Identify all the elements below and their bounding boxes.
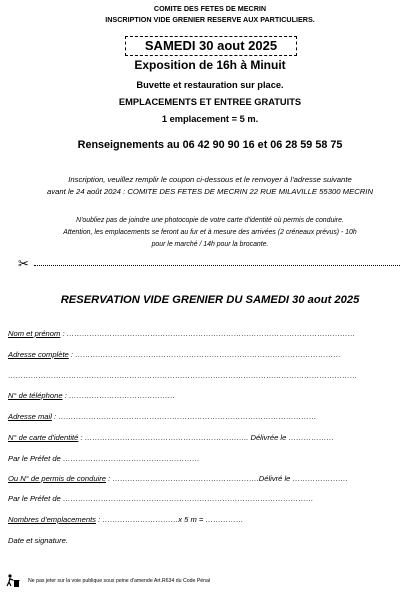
footer-notice: Ne pas jeter sur la voie publique sous peine d'amende Art.R634 du Code Pénal bbox=[28, 578, 211, 584]
scissors-icon: ✂ bbox=[18, 256, 29, 271]
note-line-2: Attention, les emplacements se feront au fur et à mesure des arrivées (2 créneaux prévus) - 10h bbox=[63, 229, 357, 236]
phone-field[interactable] bbox=[8, 391, 175, 400]
date-signature-label: Date et signature. bbox=[8, 536, 68, 545]
name-field[interactable] bbox=[8, 329, 355, 338]
litter-bin-person-icon bbox=[6, 574, 20, 591]
form-title: RESERVATION VIDE GRENIER DU SAMEDI 30 aout 2025 bbox=[60, 294, 360, 306]
instructions-line-2: avant le 24 août 2024 : COMITE DES FETES DE MECRIN 22 RUE MILAVILLE 55300 MECRIN bbox=[47, 187, 373, 196]
id-card-label: N° de carte d'identité bbox=[8, 433, 79, 442]
spot-size-line: 1 emplacement = 5 m. bbox=[161, 114, 259, 124]
id-card-field[interactable] bbox=[8, 433, 334, 442]
address-dots: : …………………………………………………………………………………………… bbox=[68, 350, 341, 359]
instructions-line-1: Inscription, veuillez remplir le coupon ci-dessous et le renvoyer à l'adresse suivante bbox=[68, 175, 352, 184]
email-field[interactable] bbox=[8, 412, 316, 421]
organizer-name: COMITE DES FETES DE MECRIN bbox=[153, 4, 267, 13]
prefect-field-2[interactable]: Par le Préfet de ……………………………………………………………………………………… bbox=[8, 494, 314, 503]
prefect-field-1[interactable]: Par le Préfet de ……………………………………………… bbox=[8, 454, 200, 463]
event-date: SAMEDI 30 aout 2025 bbox=[125, 36, 297, 56]
note-line-3: pour le marché / 14h pour la brocante. bbox=[151, 241, 269, 248]
address-field[interactable] bbox=[8, 350, 341, 359]
phone-dots: : …………………………………… bbox=[62, 391, 176, 400]
spots-count-label: Nombres d'emplacements bbox=[8, 515, 96, 524]
free-entry-line: EMPLACEMENTS ET ENTREE GRATUITS bbox=[118, 97, 302, 107]
spots-count-field[interactable] bbox=[8, 515, 243, 524]
id-card-dots: : ……………………………………………………….. Délivrée le ……………… bbox=[78, 433, 335, 442]
document-subtitle: INSCRIPTION VIDE GRENIER RESERVE AUX PARTICULIERS. bbox=[105, 15, 315, 24]
email-label: Adresse mail bbox=[8, 412, 52, 421]
event-hours: Exposition de 16h à Minuit bbox=[134, 58, 286, 72]
name-dots: : …………………………………………………………………………………………………… bbox=[60, 329, 356, 338]
driving-license-label: Ou N° de permis de conduire bbox=[8, 474, 107, 483]
info-phone-line: Renseignements au 06 42 90 90 16 et 06 28 59 58 75 bbox=[77, 139, 343, 151]
phone-label: N° de téléphone bbox=[8, 391, 63, 400]
email-dots: : ………………………………………………………………………………………… bbox=[51, 412, 317, 421]
buvette-line: Buvette et restauration sur place. bbox=[136, 80, 284, 90]
address-label: Adresse complète bbox=[8, 350, 69, 359]
cut-line bbox=[34, 265, 400, 266]
driving-license-dots: : ………………………………………………….Délivré le …………………. bbox=[106, 474, 348, 483]
address-field-line-2[interactable]: ………………………………………………………………………………………………………………………… bbox=[8, 371, 358, 380]
spots-count-dots: : …………………………x 5 m = …………… bbox=[95, 515, 244, 524]
note-line-1: N'oubliez pas de joindre une photocopie de votre carte d'identité où permis de conduire. bbox=[76, 217, 344, 224]
driving-license-field[interactable] bbox=[8, 474, 348, 483]
name-label: Nom et prénom bbox=[8, 329, 61, 338]
